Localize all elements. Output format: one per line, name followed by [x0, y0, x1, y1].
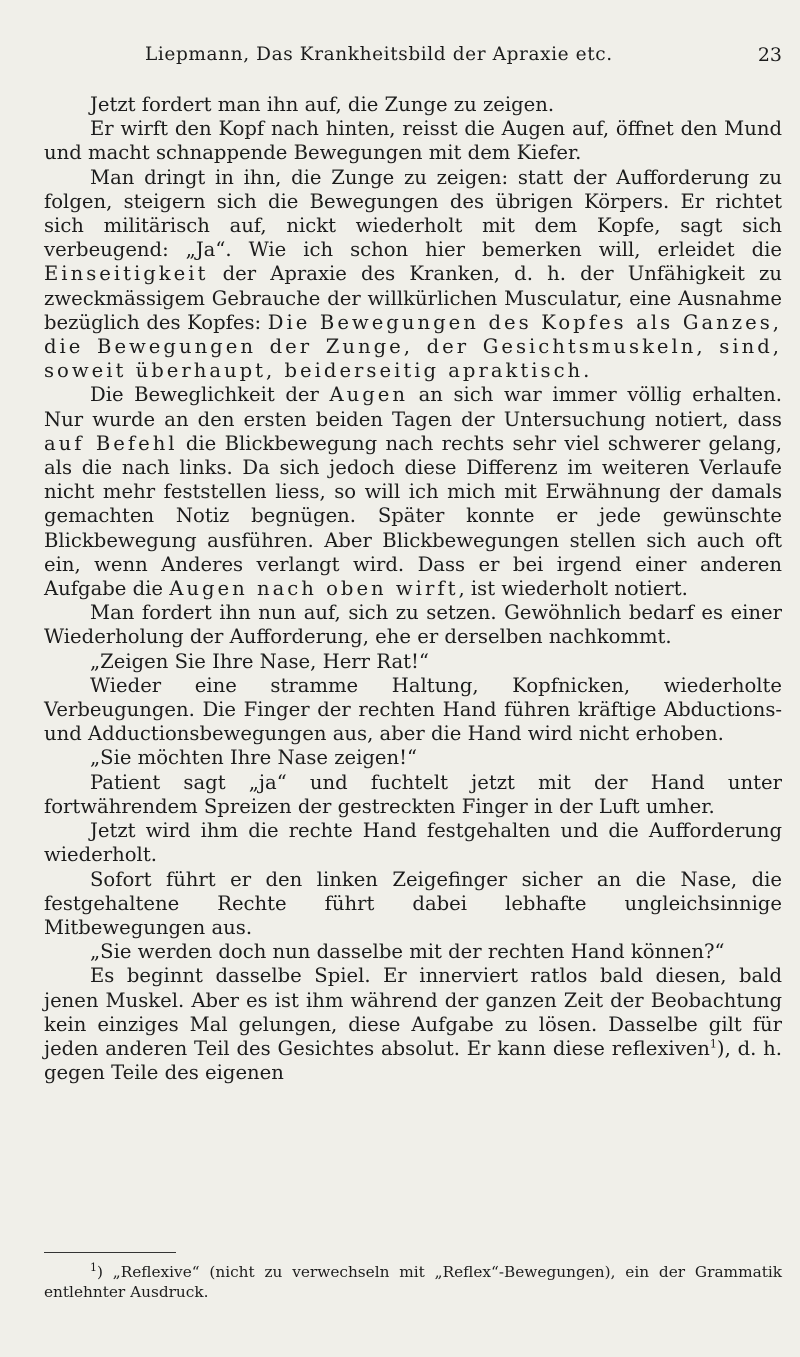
paragraph — [44, 746, 782, 770]
emphasized-text: Augen nach oben wirft — [169, 577, 459, 601]
paragraph-text: Er wirft den Kopf nach hinten, reisst die Augen auf, öffnet den Mund und macht schnappende Bewegungen mit dem Kiefer. — [44, 117, 782, 165]
paragraph — [44, 383, 782, 601]
paragraph-text: Sofort führt er den linken Zeigefinger sicher an die Nase, die festgehaltene Rechte führt dabei lebhafte ungleichsinnige Mitbewegungen aus. — [44, 867, 782, 939]
paragraph-text: an sich war immer völlig erhalten. Nur wurde an den ersten beiden Tagen der Untersuchung notiert, dass — [44, 383, 782, 431]
paragraph-text: Die Beweglichkeit der — [90, 383, 330, 407]
paragraph — [44, 964, 782, 1085]
paragraph — [44, 674, 782, 747]
paragraph-text: „Zeigen Sie Ihre Nase, Herr Rat!“ — [90, 649, 429, 673]
emphasized-text: auf Befehl — [44, 431, 178, 455]
footnote-marker: 1 — [90, 1260, 97, 1274]
footnote-text: ) „Reflexive“ (nicht zu verwechseln mit „Reflex“-Bewegungen), ein der Grammatik entlehnter Ausdruck. — [44, 1263, 782, 1301]
paragraph-text: „Sie werden doch nun dasselbe mit der rechten Hand können?“ — [90, 940, 725, 964]
paragraph — [44, 819, 782, 867]
paragraph-text: Wieder eine stramme Haltung, Kopfnicken, wiederholte Verbeugungen. Die Finger der rechten Hand führen kräftige Abductions- und Adductionsbewegungen aus, aber die Hand wird nicht erhoben. — [44, 673, 782, 746]
paragraph-text: der Apraxie des Kranken, d. h. der Unfähigkeit zu zweckmässigem Gebrauche der willkürlichen Musculatur, eine Ausnahme bezüglich des Kopfes: — [44, 262, 782, 334]
paragraph-text: Man fordert ihn nun auf, sich zu setzen. Gewöhnlich bedarf es einer Wiederholung der Aufforderung, ehe er derselben nachkommt. — [44, 601, 782, 649]
footnote-reference: 1 — [709, 1037, 717, 1051]
page-header — [60, 44, 782, 72]
paragraph-text: Jetzt fordert man ihn auf, die Zunge zu zeigen. — [90, 93, 555, 116]
paragraph — [44, 166, 782, 384]
paragraph — [44, 93, 782, 117]
paragraph — [44, 601, 782, 649]
paragraph-text: ), d. h. gegen Teile des eigenen — [44, 1036, 782, 1085]
paragraph-text: Es beginnt dasselbe Spiel. Er innerviert ratlos bald diesen, bald jenen Muskel. Aber es ist ihm während der ganzen Zeit der Beobachtung kein einziges Mal gelungen, diese Aufgabe zu lösen. Dasselbe gilt für jeden anderen Teil des Gesichtes absolut. Er kann diese reflexiven — [44, 964, 782, 1060]
paragraph-text: Man dringt in ihn, die Zunge zu zeigen: statt der Aufforderung zu folgen, steigern sich die Bewegungen des übrigen Körpers. Er richtet sich militärisch auf, nickt wiederholt mit dem Kopfe, sagt sich verbeugend: „Ja“. Wie ich schon hier bemerken will, erleidet die — [44, 165, 782, 262]
main-text — [44, 93, 782, 1085]
paragraph-text: , ist wiederholt notiert. — [458, 577, 688, 601]
paragraph — [44, 117, 782, 165]
paragraph-text: die Blickbewegung nach rechts sehr viel schwerer gelang, als die nach links. Da sich jedoch diese Differenz im weiteren Verlaufe nicht mehr feststellen liess, so will ich mich mit Erwähnung der damals gemachten Notiz begnügen. Später konnte er jede gewünschte Blickbewegung ausführen. Aber Blickbewegungen stellen sich auch oft ein, wenn Anderes verlangt wird. Dass er bei irgend einer anderen Aufgabe die — [44, 431, 782, 601]
footnotes — [44, 1262, 782, 1302]
emphasized-text: Die Bewegungen des Kopfes als Ganzes, die Bewegungen der Zunge, der Gesichtsmuskeln, sind, soweit überhaupt, beiderseitig apraktisch. — [44, 310, 782, 383]
page-number: 23 — [757, 44, 782, 66]
paragraph — [44, 771, 782, 819]
paragraph — [44, 650, 782, 674]
footnote-divider — [44, 1252, 176, 1253]
paragraph — [44, 940, 782, 964]
paragraph — [44, 868, 782, 941]
paragraph-text: „Sie möchten Ihre Nase zeigen!“ — [90, 746, 418, 770]
footnote — [44, 1262, 782, 1302]
emphasized-text: Einseitigkeit — [44, 262, 209, 286]
paragraph-text: Patient sagt „ja“ und fuchtelt jetzt mit der Hand unter fortwährendem Spreizen der gestreckten Finger in der Luft umher. — [44, 770, 782, 818]
emphasized-text: Augen — [329, 383, 408, 407]
paragraph-text: Jetzt wird ihm die rechte Hand festgehalten und die Aufforderung wiederholt. — [44, 819, 782, 867]
running-title: Liepmann, Das Krankheitsbild der Apraxie etc. — [145, 44, 613, 65]
